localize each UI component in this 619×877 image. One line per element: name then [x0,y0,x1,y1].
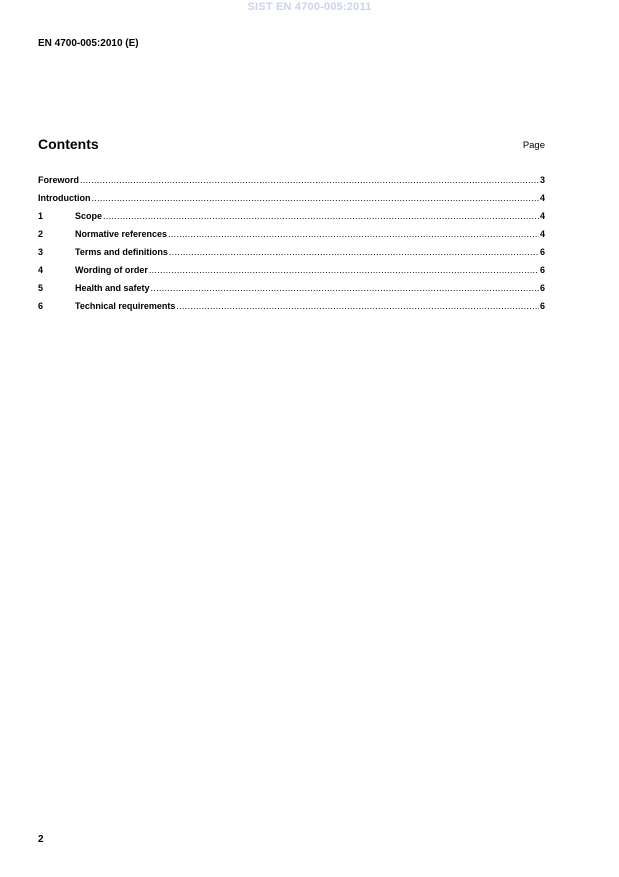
toc-dot-leader [176,301,539,311]
toc-dot-leader [80,175,539,185]
toc-dot-leader [103,211,539,221]
toc-entry-title: Wording of order [75,265,148,275]
toc-dot-leader [169,247,539,257]
toc-entry-number: 2 [38,229,44,239]
toc-entry-title: Technical requirements [75,301,176,311]
toc-entry-title: Introduction [38,193,91,203]
toc-entry-title: Health and safety [75,283,150,293]
toc-entry-terms-and-definitions[interactable] [38,247,545,265]
toc-entry-normative-references[interactable] [38,229,545,247]
toc-dot-leader [168,229,539,239]
toc-entry-number: 3 [38,247,44,257]
toc-entry-page: 4 [539,193,545,203]
document-id: EN 4700-005:2010 (E) [38,38,139,49]
toc-entry-title: Terms and definitions [75,247,168,257]
toc-entry-page: 6 [539,247,545,257]
toc-entry-introduction[interactable] [38,193,545,211]
toc-entry-title: Normative references [75,229,168,239]
toc-dot-leader [151,283,539,293]
toc-entry-number: 6 [38,301,44,311]
toc-entry-number: 1 [38,211,44,221]
toc-entry-page: 4 [539,211,545,221]
toc-entry-technical-requirements[interactable] [38,301,545,319]
page-number: 2 [38,834,44,845]
toc-entry-number: 5 [38,283,44,293]
toc-entry-page: 6 [539,301,545,311]
toc-entry-title: Scope [75,211,103,221]
toc-entry-health-and-safety[interactable] [38,283,545,301]
toc-entry-page: 6 [539,265,545,275]
toc-entry-title: Foreword [38,175,80,185]
toc-entry-page: 3 [539,175,545,185]
toc-entry-page: 6 [539,283,545,293]
watermark: SIST EN 4700-005:2011 [247,1,372,13]
page-column-label: Page [522,140,545,151]
contents-heading: Contents [38,136,99,152]
toc-entry-foreword[interactable] [38,175,545,193]
toc-dot-leader [149,265,539,275]
toc-dot-leader [92,193,539,203]
toc-entry-scope[interactable] [38,211,545,229]
toc-entry-number: 4 [38,265,44,275]
table-of-contents [38,175,545,319]
toc-entry-page: 4 [539,229,545,239]
toc-entry-wording-of-order[interactable] [38,265,545,283]
